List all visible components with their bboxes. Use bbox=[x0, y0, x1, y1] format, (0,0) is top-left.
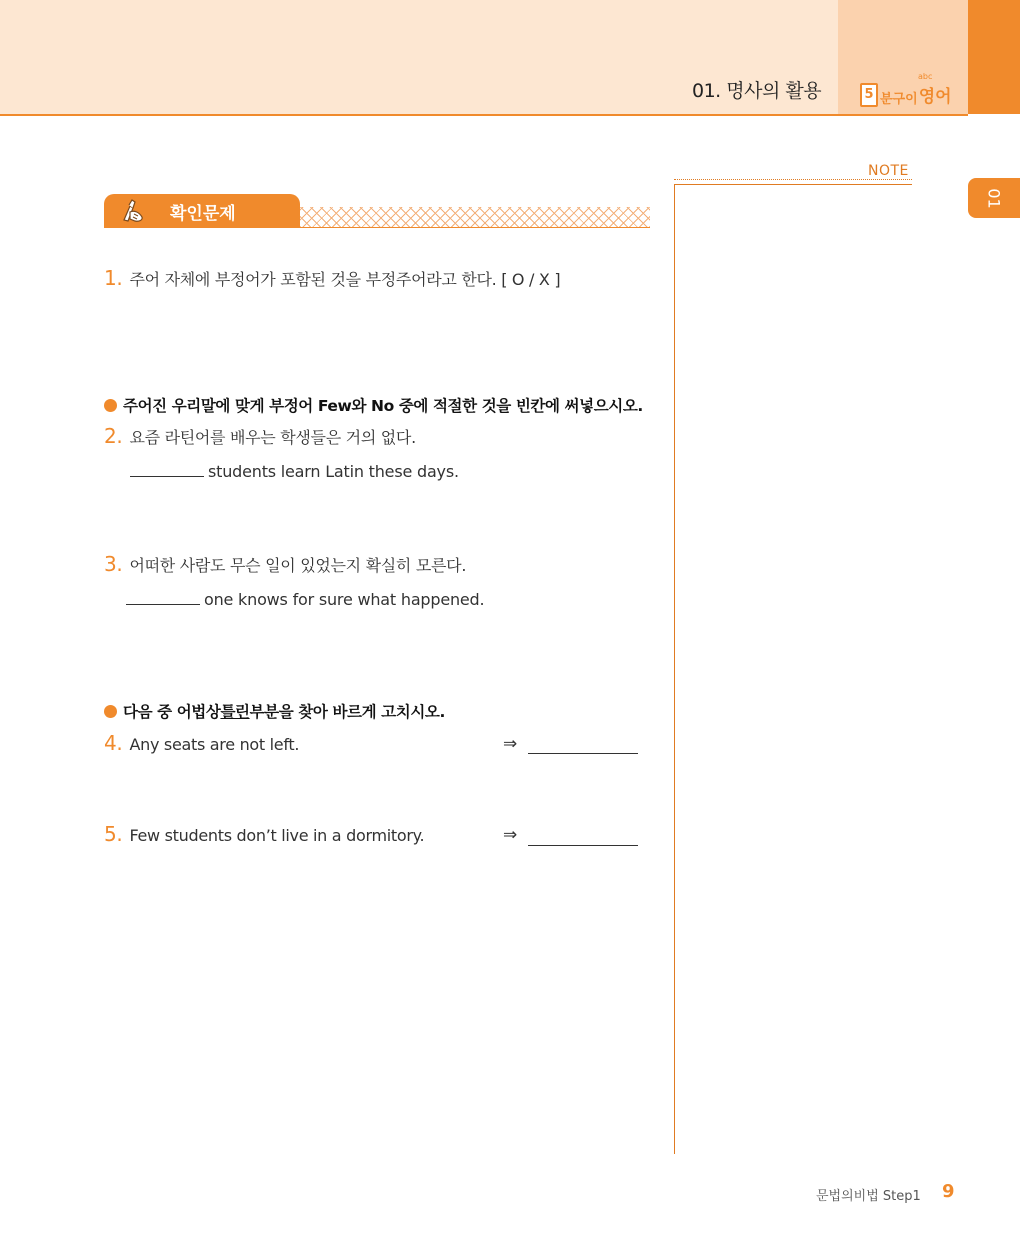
page-number: 9 bbox=[942, 1181, 955, 1202]
instruction-1 bbox=[104, 394, 643, 416]
question-number: 4. bbox=[104, 731, 123, 755]
header-divider bbox=[0, 114, 968, 116]
footer-book-title: 문법의비법 Step1 bbox=[816, 1189, 921, 1204]
question-5 bbox=[104, 822, 424, 846]
instruction-text-before: 다음 중 어법상 bbox=[123, 703, 221, 721]
question-4 bbox=[104, 731, 299, 755]
bullet-icon bbox=[104, 705, 117, 718]
question-number: 1. bbox=[104, 266, 123, 290]
instruction-text: 주어진 우리말에 맞게 부정어 Few와 No 중에 적절한 것을 빈칸에 써넣으시오. bbox=[123, 397, 643, 415]
question-text: 어떠한 사람도 무슨 일이 있었는지 확실히 모른다. bbox=[129, 556, 467, 575]
question-text: 주어 자체에 부정어가 포함된 것을 부정주어라고 한다. [ O / X ] bbox=[129, 270, 561, 289]
note-top-rule bbox=[674, 184, 912, 185]
answer-sentence: one knows for sure what happened. bbox=[204, 590, 485, 609]
question-text: 요즘 라틴어를 배우는 학생들은 거의 없다. bbox=[129, 428, 416, 447]
question-number: 2. bbox=[104, 424, 123, 448]
answer-blank[interactable] bbox=[130, 476, 204, 477]
instruction-text-underlined: 틀린 bbox=[220, 703, 250, 721]
answer-blank-4[interactable] bbox=[528, 753, 638, 754]
logo-box: 5 bbox=[860, 83, 878, 107]
header-accent-band bbox=[968, 0, 1020, 114]
chapter-title: 01. 명사의 활용 bbox=[692, 80, 822, 102]
question-text: Few students don’t live in a dormitory. bbox=[129, 826, 425, 845]
question-number: 3. bbox=[104, 552, 123, 576]
section-underline bbox=[104, 227, 650, 228]
publisher-logo bbox=[860, 72, 952, 107]
note-left-rule bbox=[674, 184, 675, 1154]
answer-blank[interactable] bbox=[126, 604, 200, 605]
question-number: 5. bbox=[104, 822, 123, 846]
section-crosshatch bbox=[300, 207, 650, 228]
answer-line-3 bbox=[126, 590, 484, 609]
instruction-text-after: 부분을 찾아 바르게 고치시오. bbox=[249, 703, 445, 721]
section-title: 확인문제 bbox=[170, 203, 236, 224]
bullet-icon bbox=[104, 399, 117, 412]
arrow-icon: ⇒ bbox=[503, 825, 518, 845]
instruction-2 bbox=[104, 700, 445, 722]
note-dotted-rule bbox=[674, 179, 912, 180]
answer-blank-5[interactable] bbox=[528, 845, 638, 846]
chapter-side-tab bbox=[968, 178, 1020, 218]
logo-abc: abc bbox=[918, 72, 933, 81]
question-text: Any seats are not left. bbox=[129, 735, 300, 754]
side-tab-label: 01 bbox=[984, 187, 1004, 209]
question-2 bbox=[104, 424, 416, 448]
writing-hand-icon bbox=[118, 198, 148, 224]
section-header bbox=[104, 194, 300, 228]
logo-text-large: 영어 bbox=[918, 87, 952, 107]
arrow-icon: ⇒ bbox=[503, 734, 518, 754]
question-1 bbox=[104, 266, 560, 290]
answer-sentence: students learn Latin these days. bbox=[208, 462, 459, 481]
note-label: NOTE bbox=[868, 163, 909, 179]
question-3 bbox=[104, 552, 466, 576]
answer-line-2 bbox=[130, 462, 459, 481]
logo-text-small: 분구이 bbox=[880, 92, 918, 107]
